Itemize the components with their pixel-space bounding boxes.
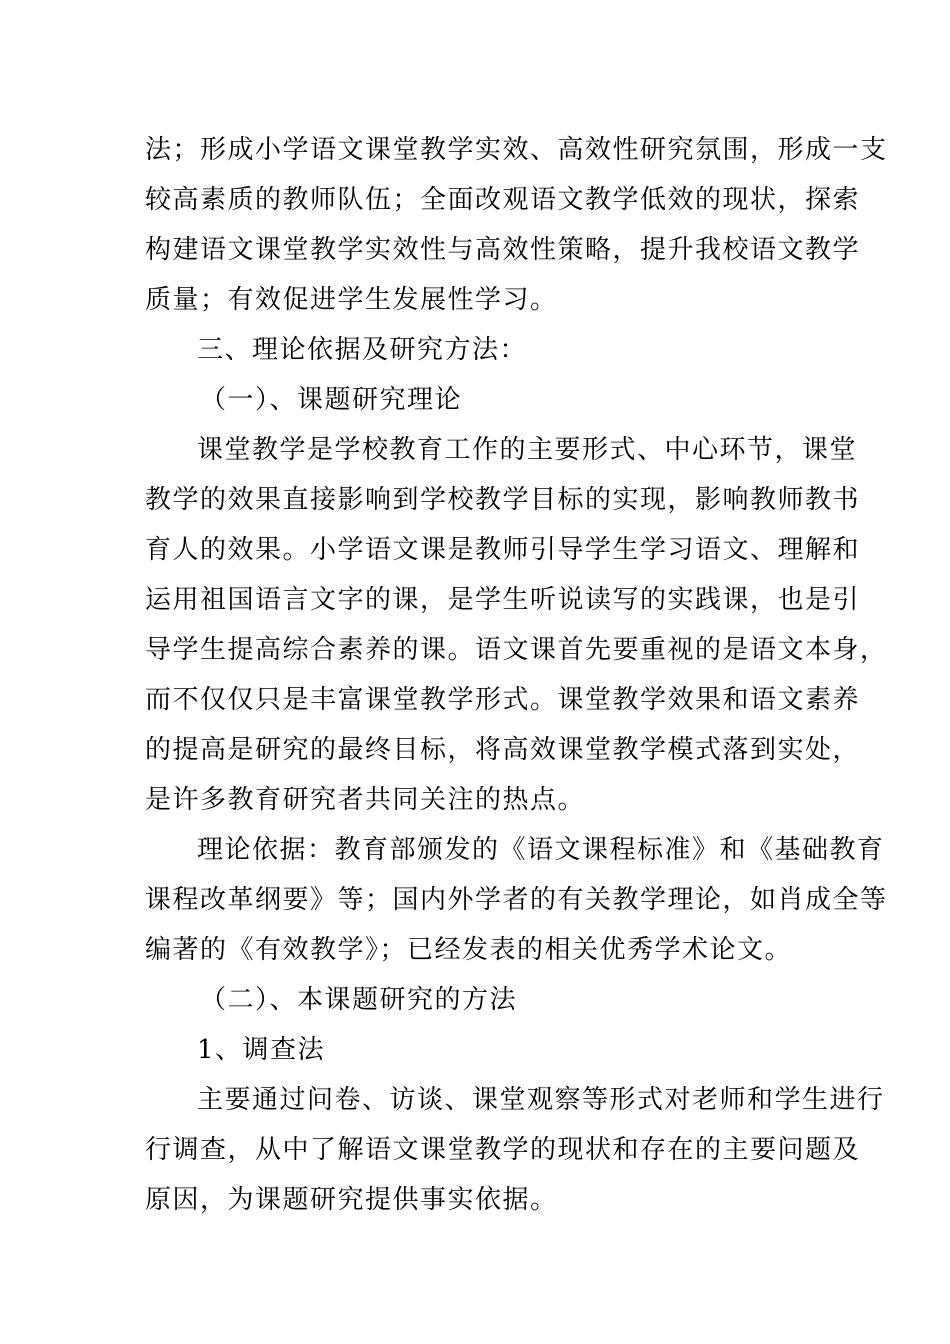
body-text-line: 较高素质的教师队伍；全面改观语文教学低效的现状，探索 bbox=[145, 185, 861, 215]
body-text-line: 编著的《有效教学》；已经发表的相关优秀学术论文。 bbox=[145, 935, 793, 965]
body-text-line: 运用祖国语言文字的课，是学生听说读写的实践课，也是引 bbox=[145, 585, 861, 615]
body-text-line: 课程改革纲要》等；国内外学者的有关教学理论，如肖成全等 bbox=[145, 885, 888, 915]
body-text-line: 的提高是研究的最终目标，将高效课堂教学模式落到实处， bbox=[145, 735, 861, 765]
body-text-line: 质量；有效促进学生发展性学习。 bbox=[145, 285, 558, 315]
body-text-line: 原因，为课题研究提供事实依据。 bbox=[145, 1185, 558, 1215]
body-text-line: 主要通过问卷、访谈、课堂观察等形式对老师和学生进行 bbox=[197, 1085, 885, 1115]
body-text-line: 教学的效果直接影响到学校教学目标的实现，影响教师教书 bbox=[145, 485, 861, 515]
body-text-line: 是许多教育研究者共同关注的热点。 bbox=[145, 785, 586, 815]
body-text-line: 导学生提高综合素养的课。语文课首先要重视的是语文本身， bbox=[145, 635, 888, 665]
body-text-line: 行调查，从中了解语文课堂教学的现状和存在的主要问题及 bbox=[145, 1135, 861, 1165]
body-text-line: 课堂教学是学校教育工作的主要形式、中心环节，课堂 bbox=[197, 435, 858, 465]
body-text-line: 理论依据：教育部颁发的《语文课程标准》和《基础教育 bbox=[197, 835, 885, 865]
section-heading: 三、理论依据及研究方法： bbox=[197, 335, 528, 365]
method-heading: 1、调查法 bbox=[197, 1035, 326, 1065]
body-text-line: 构建语文课堂教学实效性与高效性策略，提升我校语文教学 bbox=[145, 235, 861, 265]
subsection-heading: （二）、本课题研究的方法 bbox=[200, 985, 518, 1015]
body-text-line: 法；形成小学语文课堂教学实效、高效性研究氛围，形成一支 bbox=[145, 135, 888, 165]
body-text-line: 而不仅仅只是丰富课堂教学形式。课堂教学效果和语文素养 bbox=[145, 685, 861, 715]
body-text-line: 育人的效果。小学语文课是教师引导学生学习语文、理解和 bbox=[145, 535, 861, 565]
subsection-heading: （一）、课题研究理论 bbox=[200, 385, 463, 415]
